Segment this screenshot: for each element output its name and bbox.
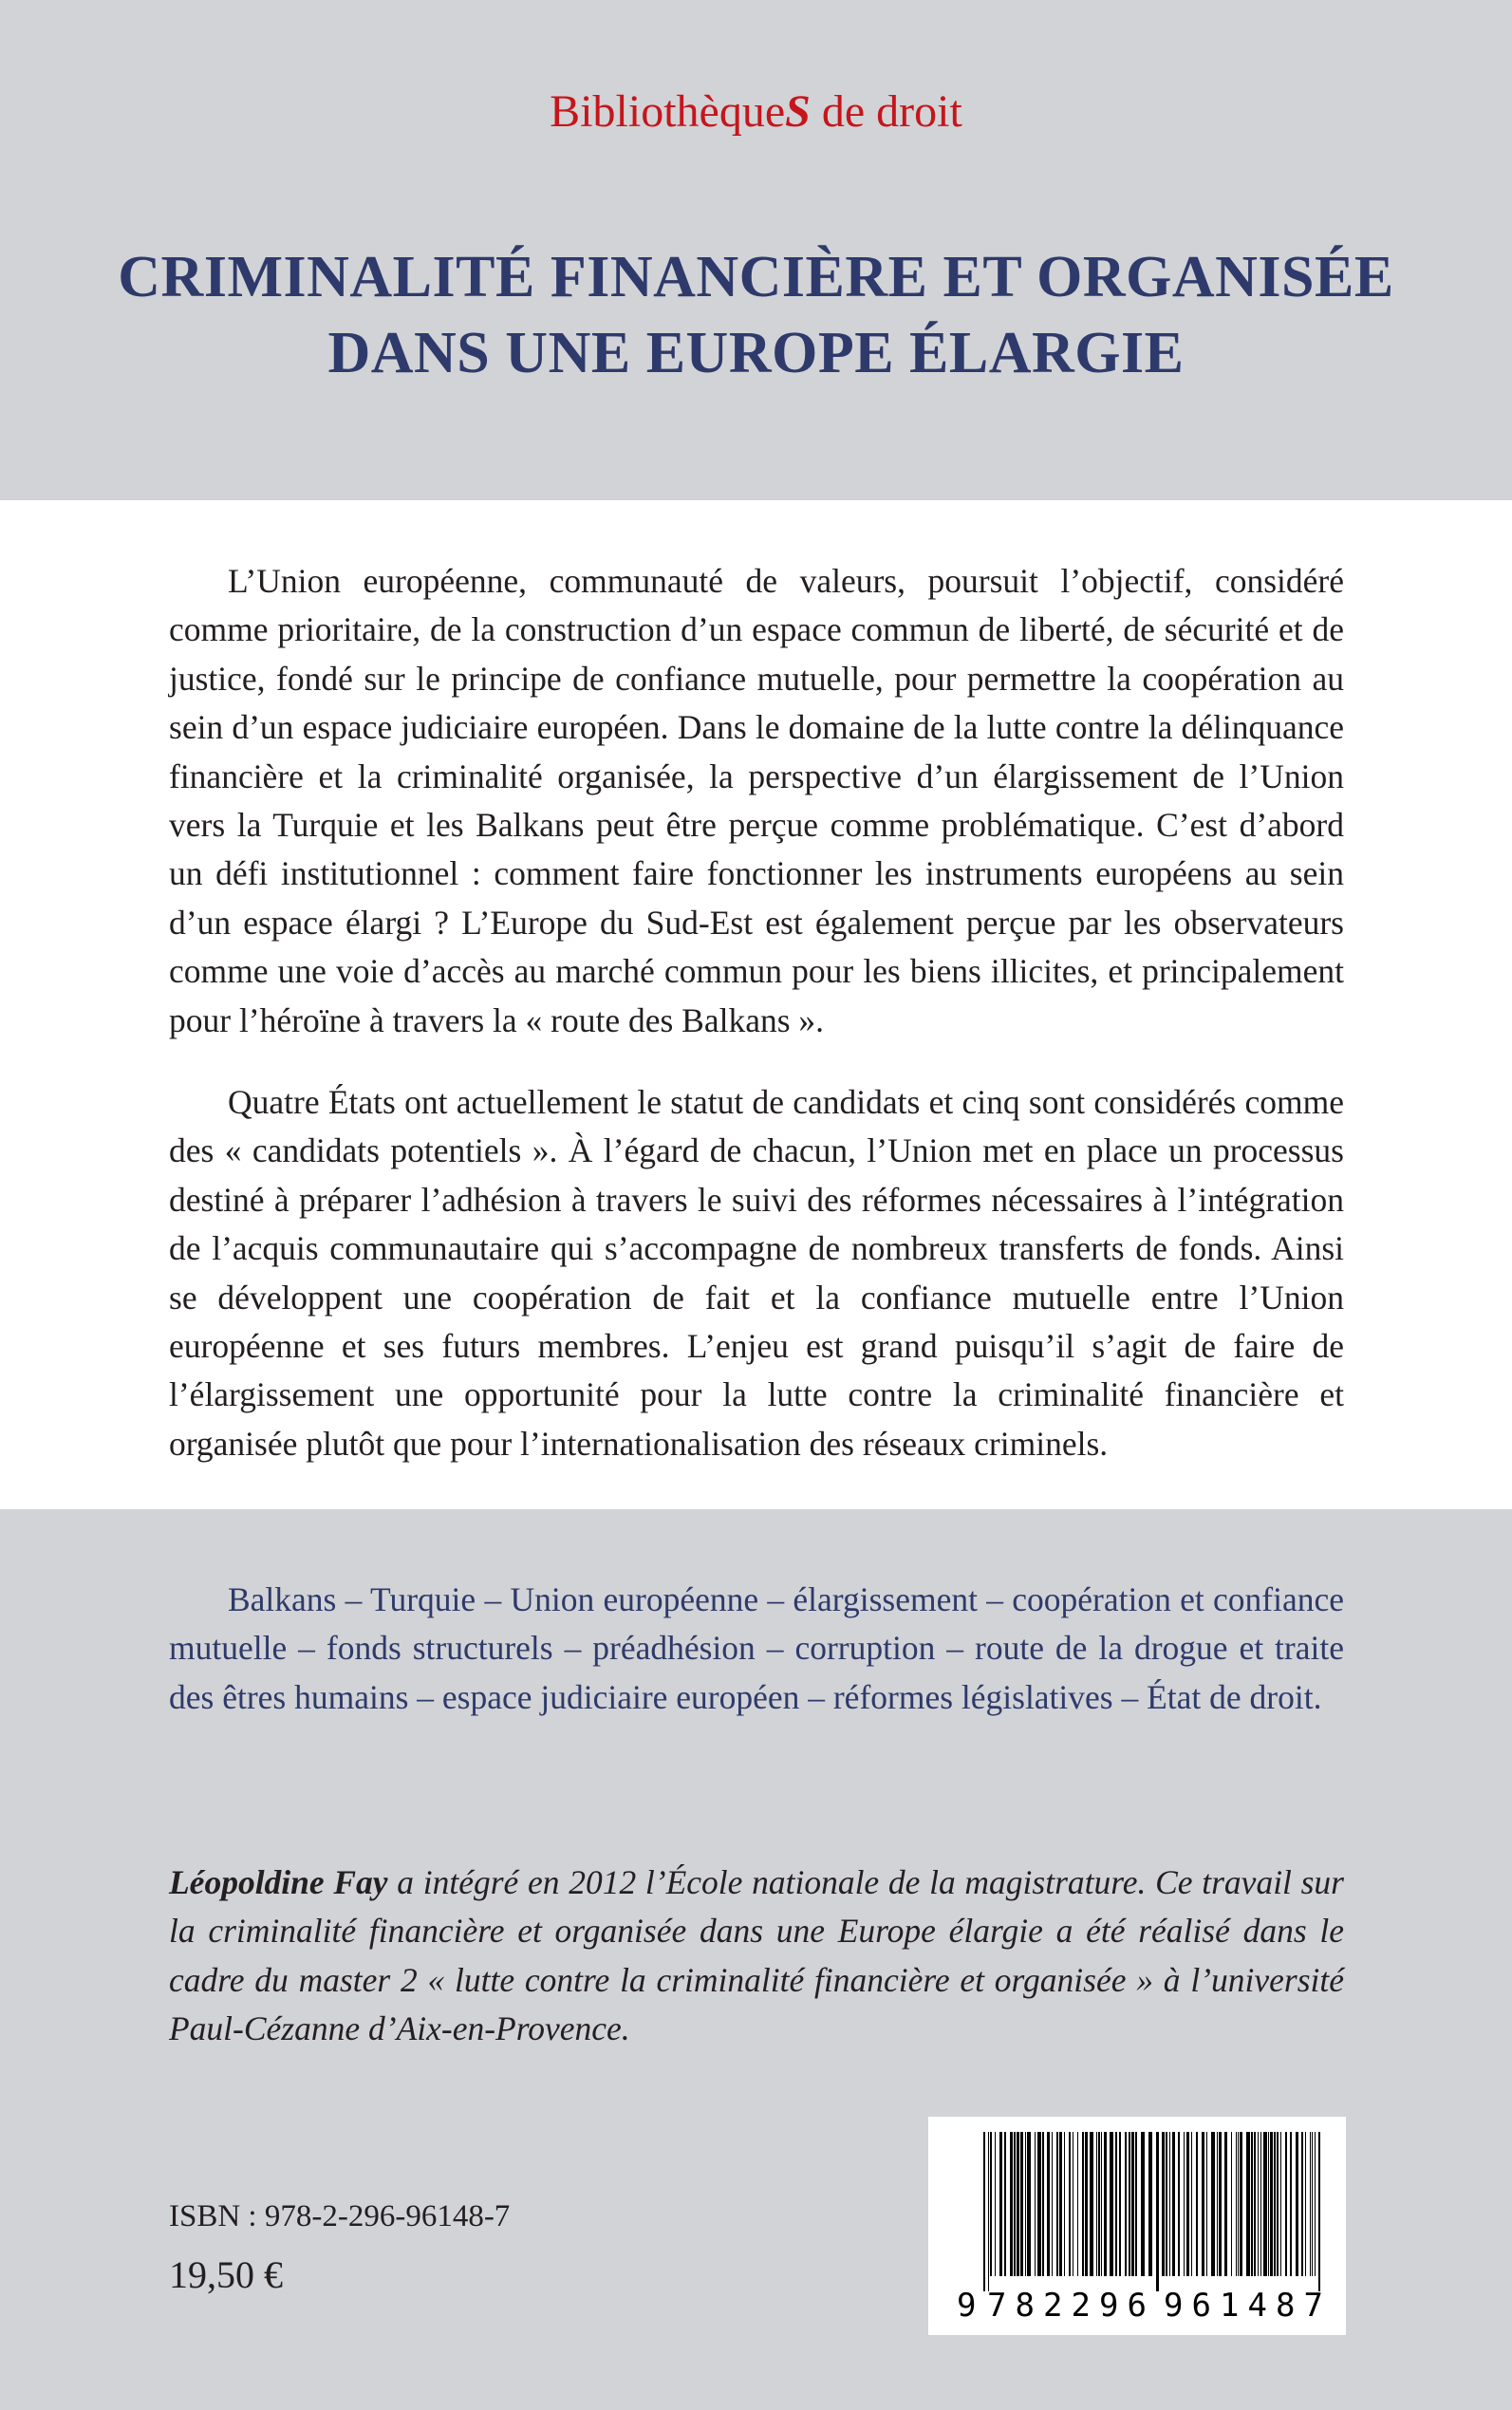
author-bio	[169, 1859, 1344, 2054]
author-name: Léopoldine Fay	[169, 1863, 388, 1901]
barcode-bar	[1301, 2132, 1303, 2276]
barcode-bar	[1186, 2132, 1189, 2276]
barcode-bar	[1056, 2132, 1058, 2276]
barcode-bar	[1238, 2132, 1239, 2276]
title-line-2: DANS UNE EUROPE ÉLARGIE	[327, 321, 1185, 385]
barcode-bar	[1296, 2132, 1298, 2276]
barcode-bar	[1280, 2132, 1281, 2276]
barcode-bar	[1017, 2132, 1019, 2276]
barcode-bar	[1240, 2132, 1242, 2276]
barcode-bar	[1004, 2132, 1006, 2276]
barcode-bar	[1254, 2132, 1256, 2276]
barcode-bar	[1312, 2132, 1313, 2276]
barcode-bar	[1211, 2132, 1215, 2276]
barcode-bar	[1125, 2132, 1127, 2276]
barcode-graphic	[928, 2117, 1346, 2335]
barcode-bar	[1206, 2132, 1207, 2276]
barcode-bar	[1219, 2132, 1222, 2276]
barcode-bar	[1104, 2132, 1107, 2276]
barcode-bar	[1285, 2132, 1287, 2276]
barcode-bar	[1141, 2132, 1145, 2276]
barcode-bar	[999, 2132, 1002, 2276]
barcode-bar	[1263, 2132, 1267, 2276]
barcode-bar	[1020, 2132, 1023, 2276]
barcode-bar	[1064, 2132, 1065, 2276]
author-bio-text: a intégré en 2012 l’École nationale de la magistrature. Ce travail sur la criminalité financière et organisée dans une Europe élargie a été réalisé dans le cadre du master 2 « lutte contre la criminalité financière et organisée » à l’université Paul-Cézanne d’Aix-en-Provence.	[169, 1863, 1344, 2048]
barcode-bar	[1135, 2132, 1137, 2276]
barcode-bar	[1085, 2132, 1088, 2276]
book-title	[0, 239, 1512, 391]
barcode-digit-first: 9	[957, 2287, 977, 2325]
barcode-bar	[1277, 2132, 1279, 2276]
barcode-bar	[983, 2132, 985, 2291]
barcode-bar	[1290, 2132, 1292, 2276]
barcode-bar	[1318, 2132, 1320, 2291]
barcode-bar	[1236, 2132, 1237, 2276]
barcode-bar	[1014, 2132, 1016, 2276]
barcode-bar	[1310, 2132, 1311, 2276]
barcode-bar	[1268, 2132, 1269, 2276]
summary-paragraph-1: L’Union européenne, communauté de valeurs, poursuit l’objectif, considéré comme prioritaire, de la construction d’un espace commun de liberté, de sécurité et de justice, fondé sur le principe de confiance mutuelle, pour permettre la coopération au sein d’un espace judiciaire européen. Dans le domaine de la lutte contre la délinquance financière et la criminalité organisée, la perspective d’un élargissement de l’Union vers la Turquie et les Balkans peut être perçue comme problématique. C’est d’abord un défi institutionnel : comment faire fonctionner les instruments européens au sein d’un espace élargi ? L’Europe du Sud-Est est également perçue par les observateurs comme une voie d’accès au marché commun pour les biens illicites, et principalement pour l’héroïne à travers la « route des Balkans ».	[169, 562, 1344, 1039]
price: 19,50 €	[169, 2253, 283, 2296]
barcode-bar	[1098, 2132, 1100, 2276]
barcode-bar	[995, 2132, 996, 2276]
isbn: ISBN : 978-2-296-96148-7	[169, 2199, 511, 2233]
barcode-bar	[1052, 2132, 1053, 2276]
barcode-bar	[1305, 2132, 1306, 2276]
barcode-bar	[1035, 2132, 1036, 2276]
barcode-bar	[1224, 2132, 1227, 2276]
barcode-bar	[1202, 2132, 1204, 2276]
barcode-bar	[1119, 2132, 1121, 2276]
barcode-bar	[1077, 2132, 1078, 2276]
barcode-bar	[1047, 2132, 1050, 2276]
barcode-bar	[1184, 2132, 1185, 2276]
barcode-bar	[1010, 2132, 1013, 2276]
summary-paragraph-2: Quatre États ont actuellement le statut de candidats et cinq sont considérés comme des « candidats potentiels ». À l’égard de chacun, l’Union met en place un processus destiné à préparer l’adhésion à travers le suivi des réformes nécessaires à l’intégration de l’acquis communautaire qui s’accompagne de nombreux transferts de fonds. Ainsi se développent une coopération de fait et la confiance mutuelle entre l’Union européenne et ses futurs membres. L’enjeu est grand puisqu’il s’agit de faire de l’élargissement une opportunité pour la lutte contre la criminalité financière et organisée plutôt que pour l’internationalisation des réseaux criminels.	[169, 1083, 1344, 1463]
barcode-bar	[1231, 2132, 1232, 2276]
barcode-bar	[1096, 2132, 1097, 2276]
barcode-bar	[1101, 2132, 1102, 2276]
barcode-bar	[1169, 2132, 1170, 2276]
title-line-1: CRIMINALITÉ FINANCIÈRE ET ORGANISÉE	[118, 245, 1394, 309]
barcode-bars	[983, 2132, 1320, 2291]
series-name: BibliothèqueS de droit	[550, 86, 962, 137]
barcode-bar	[1172, 2132, 1175, 2276]
barcode	[928, 2117, 1346, 2335]
barcode-bar	[1178, 2132, 1180, 2276]
barcode-bar	[1246, 2132, 1250, 2276]
barcode-bar	[1315, 2132, 1316, 2276]
barcode-bar	[1059, 2132, 1062, 2276]
barcode-digits-right: 961487	[1164, 2287, 1323, 2325]
barcode-bar	[1129, 2132, 1130, 2276]
barcode-bar	[1082, 2132, 1084, 2276]
keywords: Balkans – Turquie – Union européenne – élargissement – coopération et confiance mutuelle – fonds structurels – préadhésion – corruption – route de la drogue et traite des êtres humains – espace judiciaire européen – réformes législatives – État de droit.	[169, 1580, 1344, 1716]
barcode-bar	[1027, 2132, 1031, 2276]
barcode-bar	[1274, 2132, 1276, 2276]
barcode-bar	[1025, 2132, 1026, 2276]
barcode-bar	[1270, 2132, 1273, 2276]
barcode-bar	[1042, 2132, 1044, 2276]
barcode-bar	[1251, 2132, 1253, 2276]
barcode-bar	[1162, 2132, 1165, 2276]
barcode-bar	[1037, 2132, 1041, 2276]
barcode-bar	[1196, 2132, 1198, 2276]
barcode-bar	[1166, 2132, 1167, 2276]
barcode-bar	[988, 2132, 989, 2291]
barcode-bar	[1217, 2132, 1218, 2276]
barcode-bar	[1115, 2132, 1117, 2276]
barcode-bar	[1110, 2132, 1113, 2276]
barcode-bar	[1148, 2132, 1152, 2276]
barcode-bar	[1069, 2132, 1071, 2276]
barcode-bar	[1090, 2132, 1093, 2276]
barcode-digits-left: 782296	[987, 2287, 1147, 2325]
barcode-bar	[1258, 2132, 1259, 2276]
barcode-bar	[990, 2132, 992, 2276]
barcode-bar	[1131, 2132, 1134, 2276]
barcode-bar	[1191, 2132, 1192, 2276]
barcode-bar	[1156, 2132, 1159, 2291]
barcode-bar	[1260, 2132, 1261, 2276]
